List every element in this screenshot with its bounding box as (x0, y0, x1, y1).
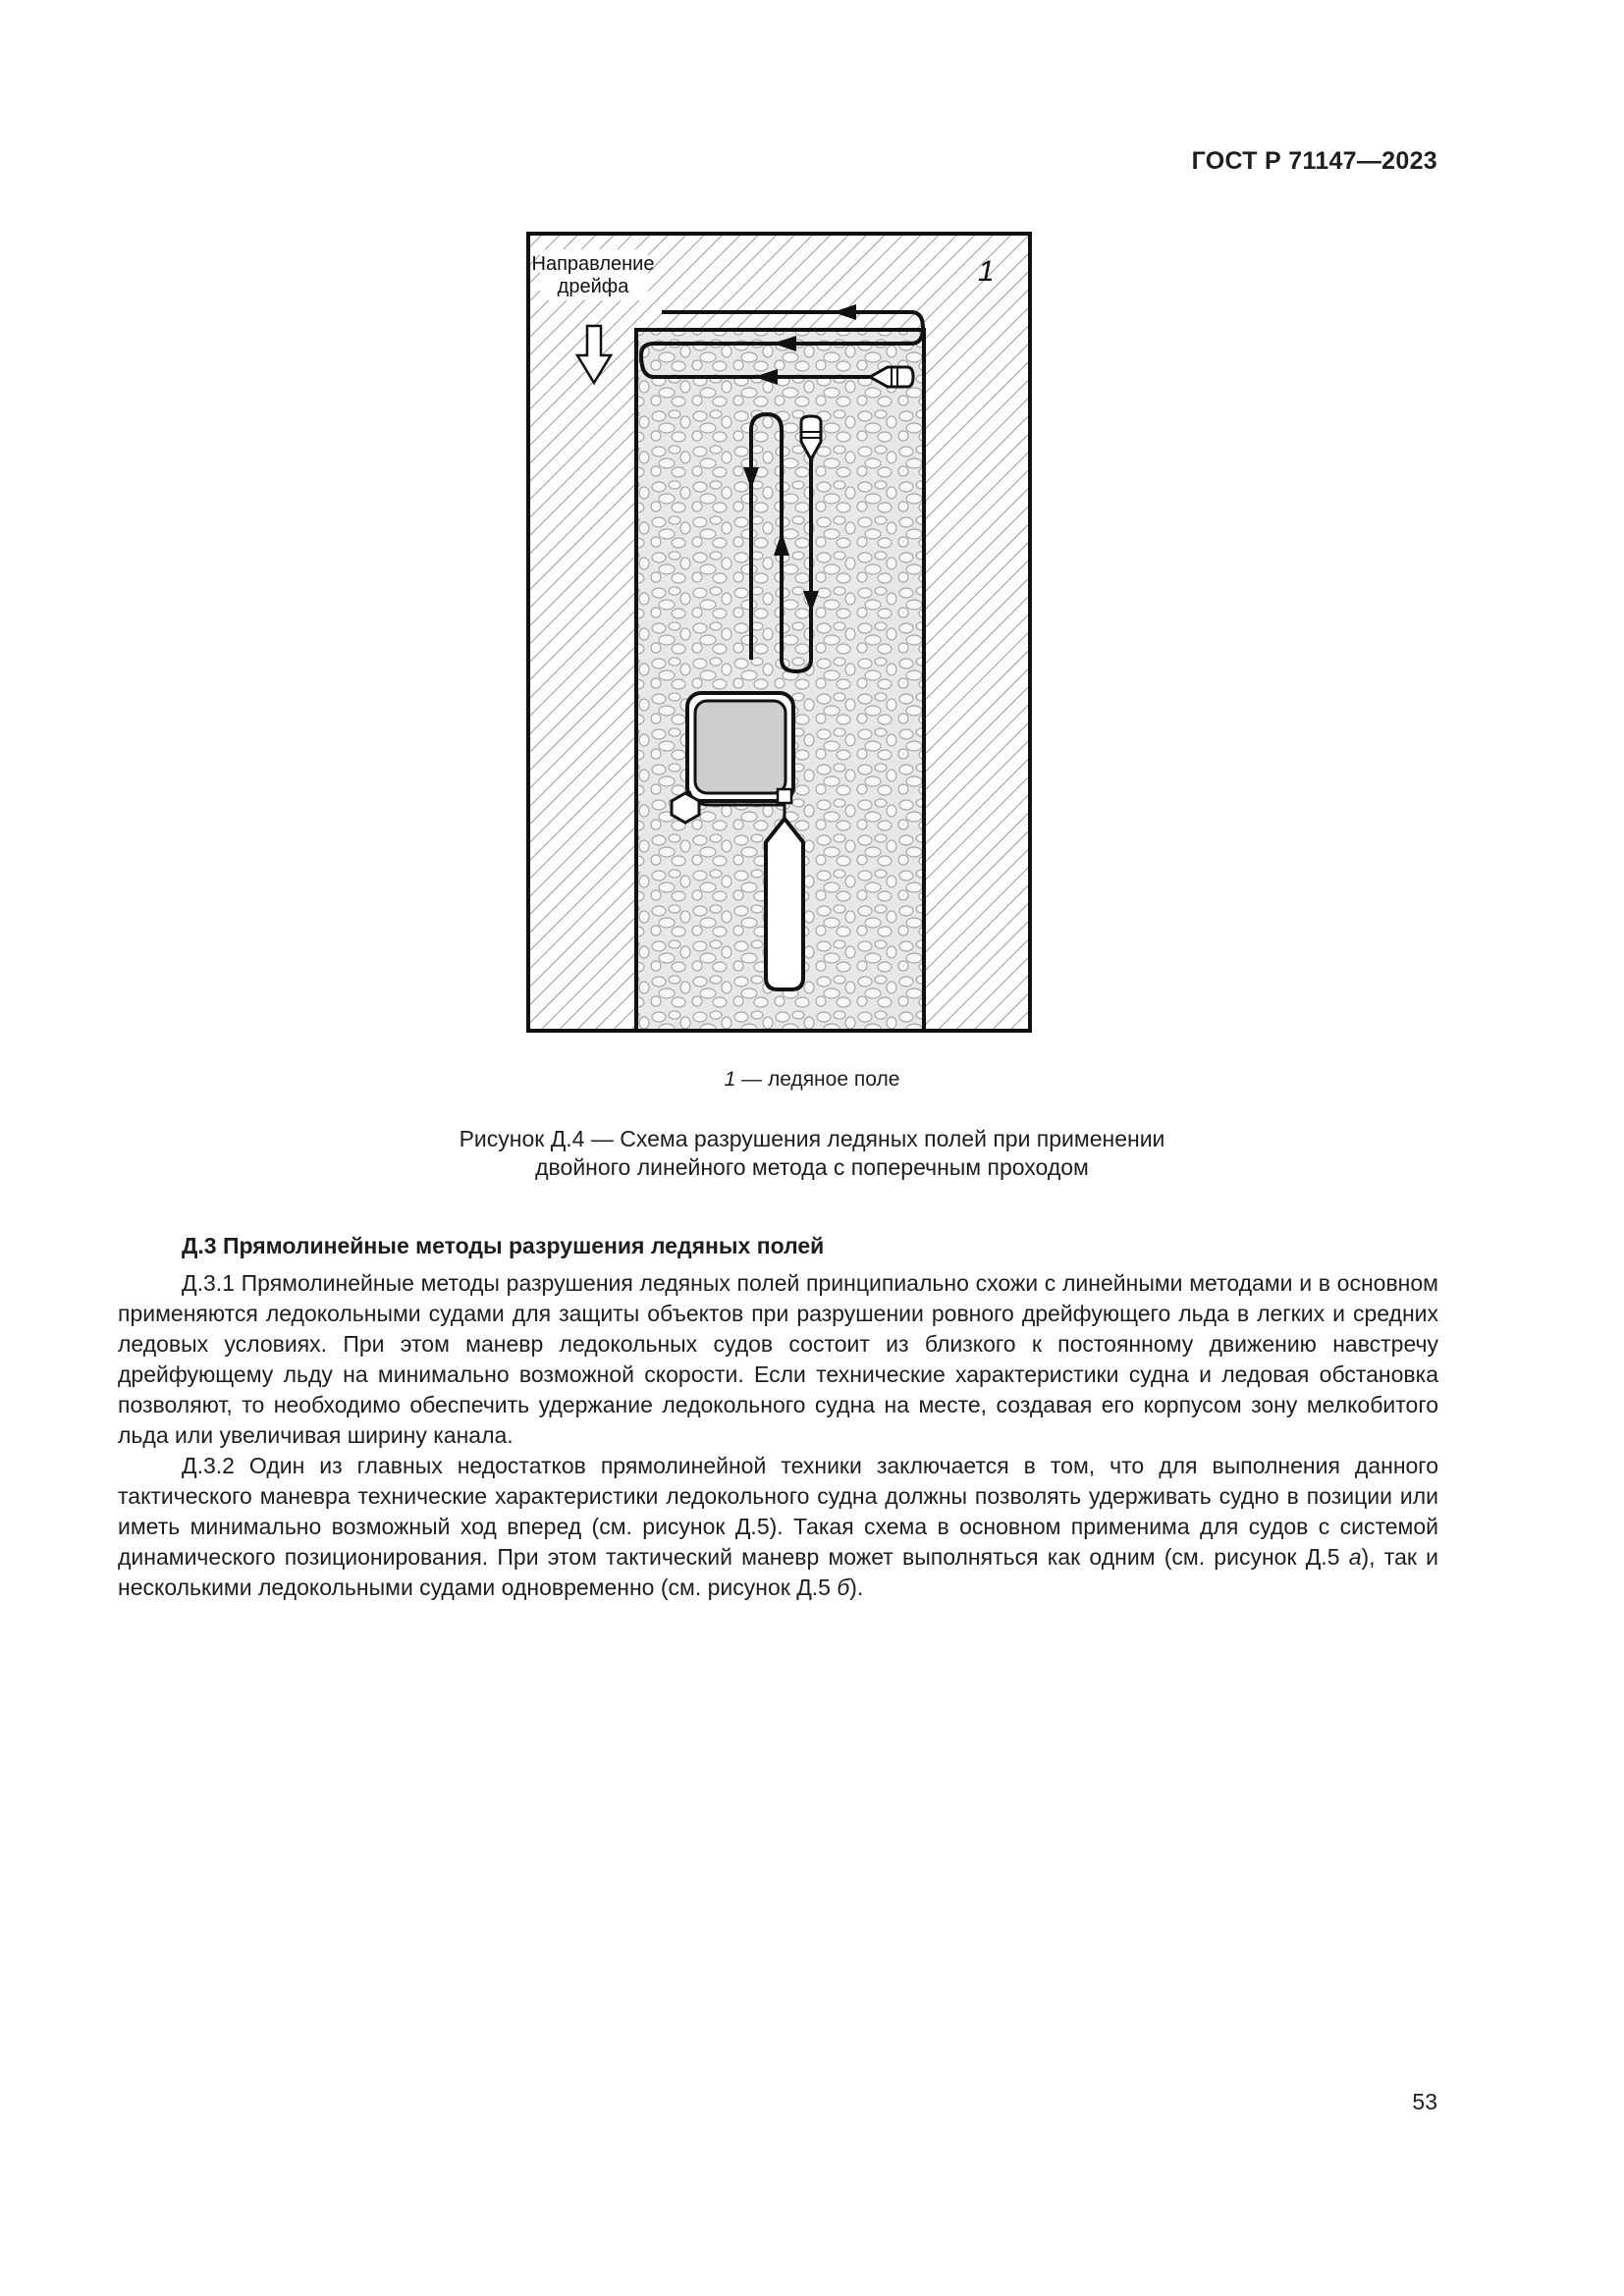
paragraph-d31: Д.3.1 Прямолинейные методы разрушения ледяных полей принципиально схожи с линейными методами и в основном применяются ледокольными судами для защиты объектов при разрушении ровного дрейфующего льда в легких и средних ледовых условиях. При этом маневр ледокольных судов состоит из близкого к постоянному движению навстречу дрейфующему льду на минимально возможной скорости. Если технические характеристики судна и ледовая обстановка позволяют, то необходимо обеспечить удержание ледокольного судна на месте, создавая его корпусом зону мелкобитого льда или увеличивая ширину канала. (118, 1270, 1438, 1448)
legend-number: 1 (724, 1068, 736, 1091)
ice-breaking-scheme-figure (526, 232, 1032, 1033)
paragraph-d32-text-2: ), так и несколькими ледокольными судами одновременно (см. рисунок Д.5 (118, 1544, 1438, 1600)
paragraph-d32 (118, 1451, 1438, 1603)
figure-legend (0, 1068, 1624, 1092)
caption-line-1: Рисунок Д.4 — Схема разрушения ледяных полей при применении (459, 1126, 1165, 1151)
support-vessel (672, 793, 699, 823)
document-id: ГОСТ Р 71147—2023 (1191, 147, 1437, 175)
section-body (118, 1268, 1438, 1603)
legend-text: — ледяное поле (735, 1068, 900, 1091)
section-heading: Д.3 Прямолинейные методы разрушения ледяных полей (182, 1233, 825, 1258)
drift-label-line1: Направление (531, 253, 655, 275)
figure-caption (0, 1125, 1624, 1182)
protected-platform (695, 701, 785, 793)
caption-line-2: двойного линейного метода с поперечным проходом (535, 1154, 1089, 1180)
ice-field-callout: 1 (978, 255, 995, 288)
page-number: 53 (1412, 2089, 1437, 2114)
figure-ref-a: а (1348, 1544, 1362, 1570)
paragraph-d32-text-3: ). (849, 1575, 864, 1600)
paragraph-d32-text-1: Д.3.2 Один из главных недостатков прямолинейной техники заключается в том, что для выполнения данного тактического маневра технические характеристики ледокольного судна должны позволять удерживать судно в позиции или иметь минимально возможный ход вперед (см. рисунок Д.5). Такая схема в основном применима для судов с системой динамического позиционирования. При этом тактический маневр может выполняться как одним (см. рисунок Д.5 (118, 1453, 1438, 1570)
drift-label-line2: дрейфа (557, 276, 629, 297)
figure-ref-b: б (837, 1575, 850, 1600)
